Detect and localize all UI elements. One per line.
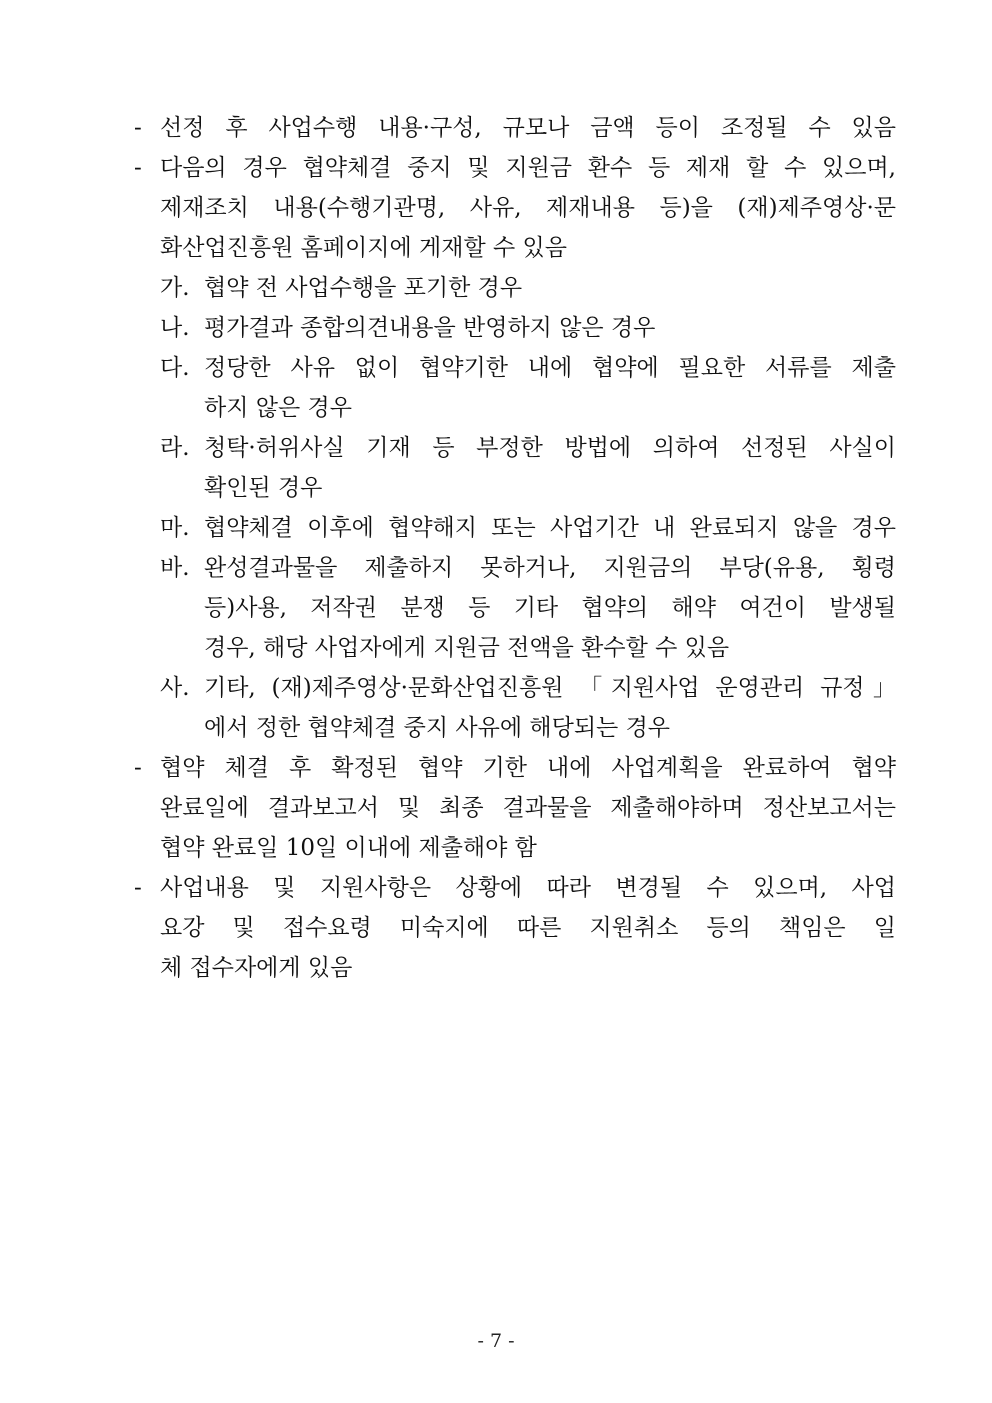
sub-item-line xyxy=(0,428,992,468)
sub-item-line xyxy=(0,668,992,708)
line-text: 완성결과물을 제출하지 못하거나, 지원금의 부당(유용, 횡령 xyxy=(204,555,896,581)
continuation-line xyxy=(0,388,992,428)
sub-item-line xyxy=(0,508,992,548)
document-body xyxy=(0,108,992,988)
line-text: 에서 정한 협약체결 중지 사유에 해당되는 경우 xyxy=(204,715,671,741)
dash-marker: - xyxy=(134,115,142,141)
continuation-line xyxy=(0,948,992,988)
line-text: 완료일에 결과보고서 및 최종 결과물을 제출해야하며 정산보고서는 xyxy=(160,795,896,821)
continuation-line xyxy=(0,788,992,828)
line-text: 화산업진흥원 홈페이지에 게재할 수 있음 xyxy=(160,235,567,261)
line-text: 청탁·허위사실 기재 등 부정한 방법에 의하여 선정된 사실이 xyxy=(204,435,896,461)
continuation-line xyxy=(0,708,992,748)
line-text: 다음의 경우 협약체결 중지 및 지원금 환수 등 제재 할 수 있으며, xyxy=(160,155,896,181)
line-text: 선정 후 사업수행 내용·구성, 규모나 금액 등이 조정될 수 있음 xyxy=(160,115,896,141)
sub-item-line xyxy=(0,548,992,588)
line-text: 협약체결 이후에 협약해지 또는 사업기간 내 완료되지 않을 경우 xyxy=(204,515,896,541)
line-text: 평가결과 종합의견내용을 반영하지 않은 경우 xyxy=(204,315,656,341)
bullet-line xyxy=(0,868,992,908)
line-text: 협약 체결 후 확정된 협약 기한 내에 사업계획을 완료하여 협약 xyxy=(160,755,896,781)
sub-item-marker: 사. xyxy=(160,675,190,701)
sub-item-marker: 가. xyxy=(160,275,190,301)
dash-marker: - xyxy=(134,155,142,181)
dash-marker: - xyxy=(134,755,142,781)
line-text: 협약 완료일 10일 이내에 제출해야 함 xyxy=(160,835,537,861)
line-text: 사업내용 및 지원사항은 상황에 따라 변경될 수 있으며, 사업 xyxy=(160,875,896,901)
sub-item-marker: 바. xyxy=(160,555,190,581)
line-text: 등)사용, 저작권 분쟁 등 기타 협약의 해약 여건이 발생될 xyxy=(204,595,896,621)
bullet-line xyxy=(0,748,992,788)
dash-marker: - xyxy=(134,875,142,901)
continuation-line xyxy=(0,908,992,948)
line-text: 기타, (재)제주영상·문화산업진흥원 「지원사업 운영관리 규정」 xyxy=(204,675,896,701)
line-text: 경우, 해당 사업자에게 지원금 전액을 환수할 수 있음 xyxy=(204,635,730,661)
sub-item-line xyxy=(0,268,992,308)
line-text: 요강 및 접수요령 미숙지에 따른 지원취소 등의 책임은 일 xyxy=(160,915,896,941)
line-text: 하지 않은 경우 xyxy=(204,395,352,421)
sub-item-marker: 라. xyxy=(160,435,190,461)
line-text: 협약 전 사업수행을 포기한 경우 xyxy=(204,275,523,301)
continuation-line xyxy=(0,188,992,228)
continuation-line xyxy=(0,588,992,628)
sub-item-line xyxy=(0,348,992,388)
bullet-line xyxy=(0,148,992,188)
continuation-line xyxy=(0,828,992,868)
bullet-line xyxy=(0,108,992,148)
line-text: 체 접수자에게 있음 xyxy=(160,955,353,981)
sub-item-marker: 나. xyxy=(160,315,190,341)
line-text: 제재조치 내용(수행기관명, 사유, 제재내용 등)을 (재)제주영상·문 xyxy=(160,195,896,221)
continuation-line xyxy=(0,468,992,508)
continuation-line xyxy=(0,628,992,668)
page-number: - 7 - xyxy=(477,1330,515,1352)
line-text: 정당한 사유 없이 협약기한 내에 협약에 필요한 서류를 제출 xyxy=(204,355,896,381)
sub-item-marker: 마. xyxy=(160,515,190,541)
line-text: 확인된 경우 xyxy=(204,475,323,501)
sub-item-line xyxy=(0,308,992,348)
continuation-line xyxy=(0,228,992,268)
sub-item-marker: 다. xyxy=(160,355,190,381)
